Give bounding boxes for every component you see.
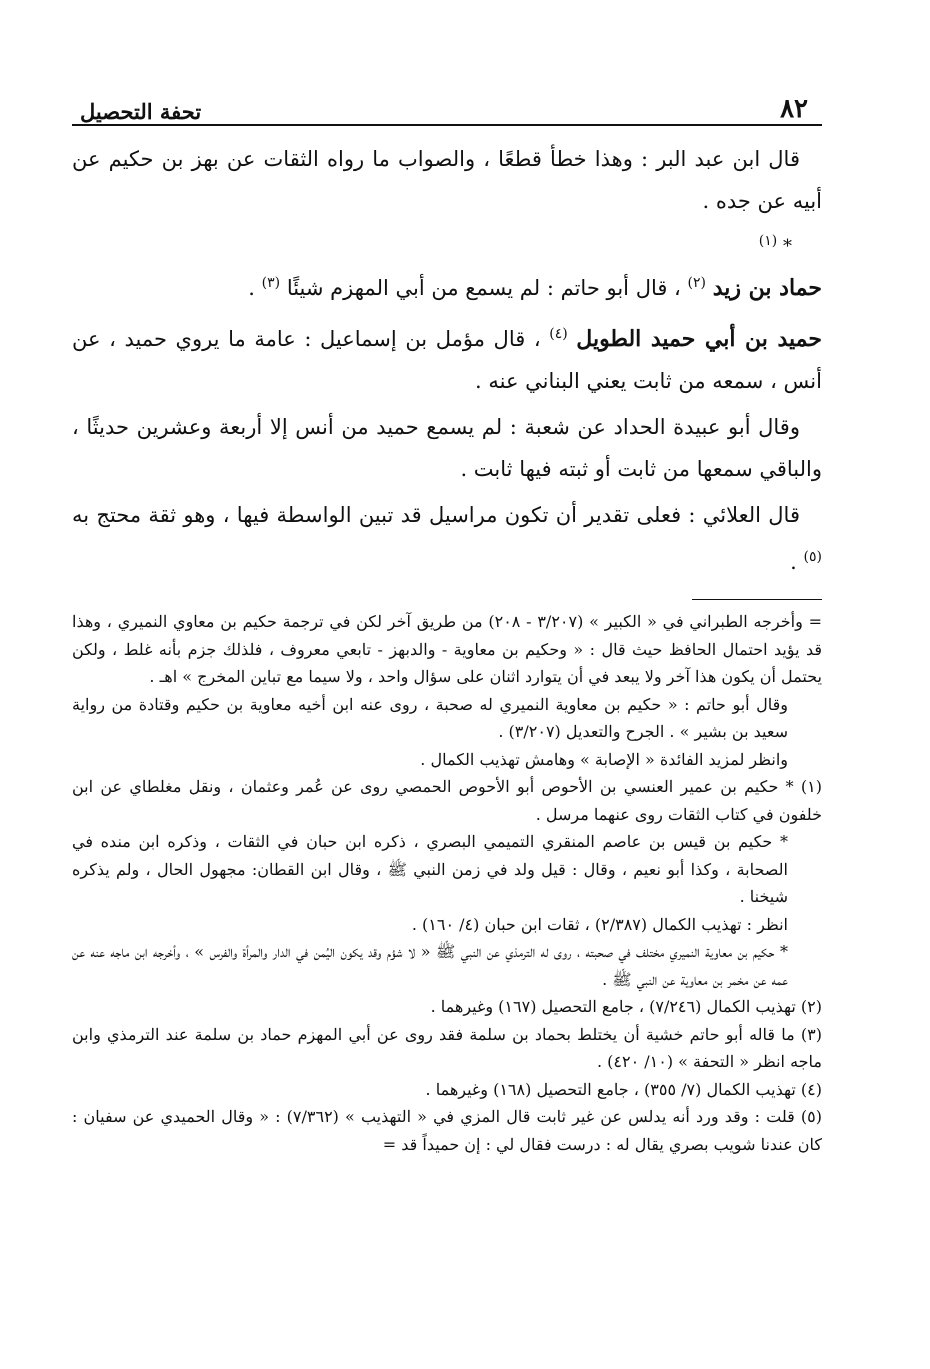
footnote-4: (٤) تهذيب الكمال (٧/ ٣٥٥) ، جامع التحصيل (١٦٨) وغيرهما .	[425, 1079, 822, 1099]
footnote-divider	[692, 599, 822, 600]
footnote-1-reference: انظر : تهذيب الكمال (٢/٣٨٧) ، ثقات ابن حبان (٤/ ١٦٠) .	[411, 914, 788, 934]
entry-end-hammad: .	[248, 276, 255, 300]
main-text	[72, 138, 822, 583]
footnote-2: (٢) تهذيب الكمال (٧/٢٤٦) ، جامع التحصيل (١٦٧) وغيرهما .	[430, 997, 822, 1016]
footnote-1-hakim-qays: * حكيم بن قيس بن عاصم المنقري التميمي البصري ، ذكره ابن حبان في الثقات ، وذكره ابن منده في الصحابة ، وكذا أبو نعيم ، وقال : قيل ولد في زمن النبي ﷺ ، وقال ابن القطان: مجهول الحال ، ولم يذكره شيخنا .	[72, 832, 789, 906]
paragraph-alai	[72, 494, 822, 583]
entry-text-hammad: ، قال أبو حاتم : لم يسمع من أبي المهزم شيئًا	[286, 276, 681, 300]
footnote-continued-a: = وأخرجه الطبراني في « الكبير » (٣/٢٠٧ - ٢٠٨) من طريق آخر لكن في ترجمة حكيم بن معاوي النميري ، وهذا قد يؤيد احتمال الحافظ حيث قال : « وحكيم بن معاوية - والدبهز - تابعي معروف ، فلذلك جزم بأنه غلط ، ولكن يحتمل أن يكون هذا آخر ولا يبعد في أن يتوارد اثنان على سؤال واحد ، ولا سيما مع تباين المخرج » اهـ .	[72, 612, 823, 686]
footnote-3: (٣) ما قاله أبو حاتم خشية أن يختلط بحماد بن سلمة فقد روى عن أبي المهزم حماد بن سلمة عند الترمذي وابن ماجه انظر « التحفة » (١٠/ ٤٢٠) .	[72, 1024, 822, 1071]
note-ref-5: (٥)	[803, 549, 822, 565]
entry-hammad	[72, 262, 822, 309]
page-header	[72, 68, 822, 126]
paragraph-alai-text: قال العلائي : فعلى تقدير أن تكون مراسيل قد تبين الواسطة فيها ، وهو ثقة محتج به	[72, 503, 800, 527]
note-ref-1: (١)	[758, 233, 778, 249]
footnote-continued-c: وانظر لمزيد الفائدة « الإصابة » وهامش تهذيب الكمال .	[420, 749, 788, 769]
star-icon: *	[783, 236, 792, 257]
running-title: تحفة التحصيل	[80, 99, 202, 124]
entry-text-humaid: ، قال مؤمل بن إسماعيل : عامة ما يروي حميد ، عن أنس ، سمعه من ثابت يعني البناني عنه .	[72, 327, 822, 393]
entry-humaid	[72, 313, 822, 402]
paragraph-shuba: وقال أبو عبيدة الحداد عن شعبة : لم يسمع حميد من أنس إلا أربعة وعشرين حديثًا ، والباقي سمعها من ثابت أو ثبته فيها ثابت .	[72, 415, 822, 481]
note-ref-2: (٢)	[687, 275, 706, 291]
footnotes	[72, 608, 822, 1158]
page-number: ٨٢	[780, 94, 808, 124]
note-ref-3: (٣)	[261, 275, 281, 291]
footnote-5: (٥) قلت : وقد ورد أنه يدلس عن غير ثابت قال المزي في « التهذيب » (٧/٣٦٢) : « وقال الحميدي عن سفيان : كان عندنا شويب بصري يقال له : درست فقال لي : إن حميداً قد =	[72, 1107, 822, 1154]
footnote-continued-b: وقال أبو حاتم : « حكيم بن معاوية النميري له صحبة ، روى عنه ابن أخيه معاوية بن حكيم وقتادة من رواية سعيد بن بشير » . الجرح والتعديل (٣/٢٠٧) .	[72, 694, 788, 741]
book-page	[72, 68, 822, 1158]
note-ref-4: (٤)	[549, 326, 568, 342]
footnote-1: (١) * حكيم بن عمير العنسي بن الأحوص أبو الأحوص الحمصي روى عن عُمر وعثمان ، ونقل مغلطاي عن ابن خلفون في كتاب الثقات روى عنهما مرسل .	[72, 777, 822, 824]
footnote-1-hakim-muawiya: * حكيم بن معاوية النميري مختلف في صحبته ، روى له الترمذي عن النبي ﷺ « لا شؤم وقد يكون اليُمن في الدار والمرأة والفرس » ، وأخرجه ابن ماجه عنه عن عمه عن مخمر بن معاوية عن النبي ﷺ .	[72, 942, 788, 989]
entry-name-humaid: حميد بن أبي حميد الطويل	[576, 326, 822, 352]
star-note-line	[72, 226, 792, 262]
paragraph-alai-end: .	[790, 550, 797, 574]
entry-name-hammad: حماد بن زيد	[712, 275, 822, 301]
paragraph-ibn-abd-al-barr: قال ابن عبد البر : وهذا خطأ قطعًا ، والصواب ما رواه الثقات عن بهز بن حكيم عن أبيه عن جده .	[72, 147, 822, 213]
